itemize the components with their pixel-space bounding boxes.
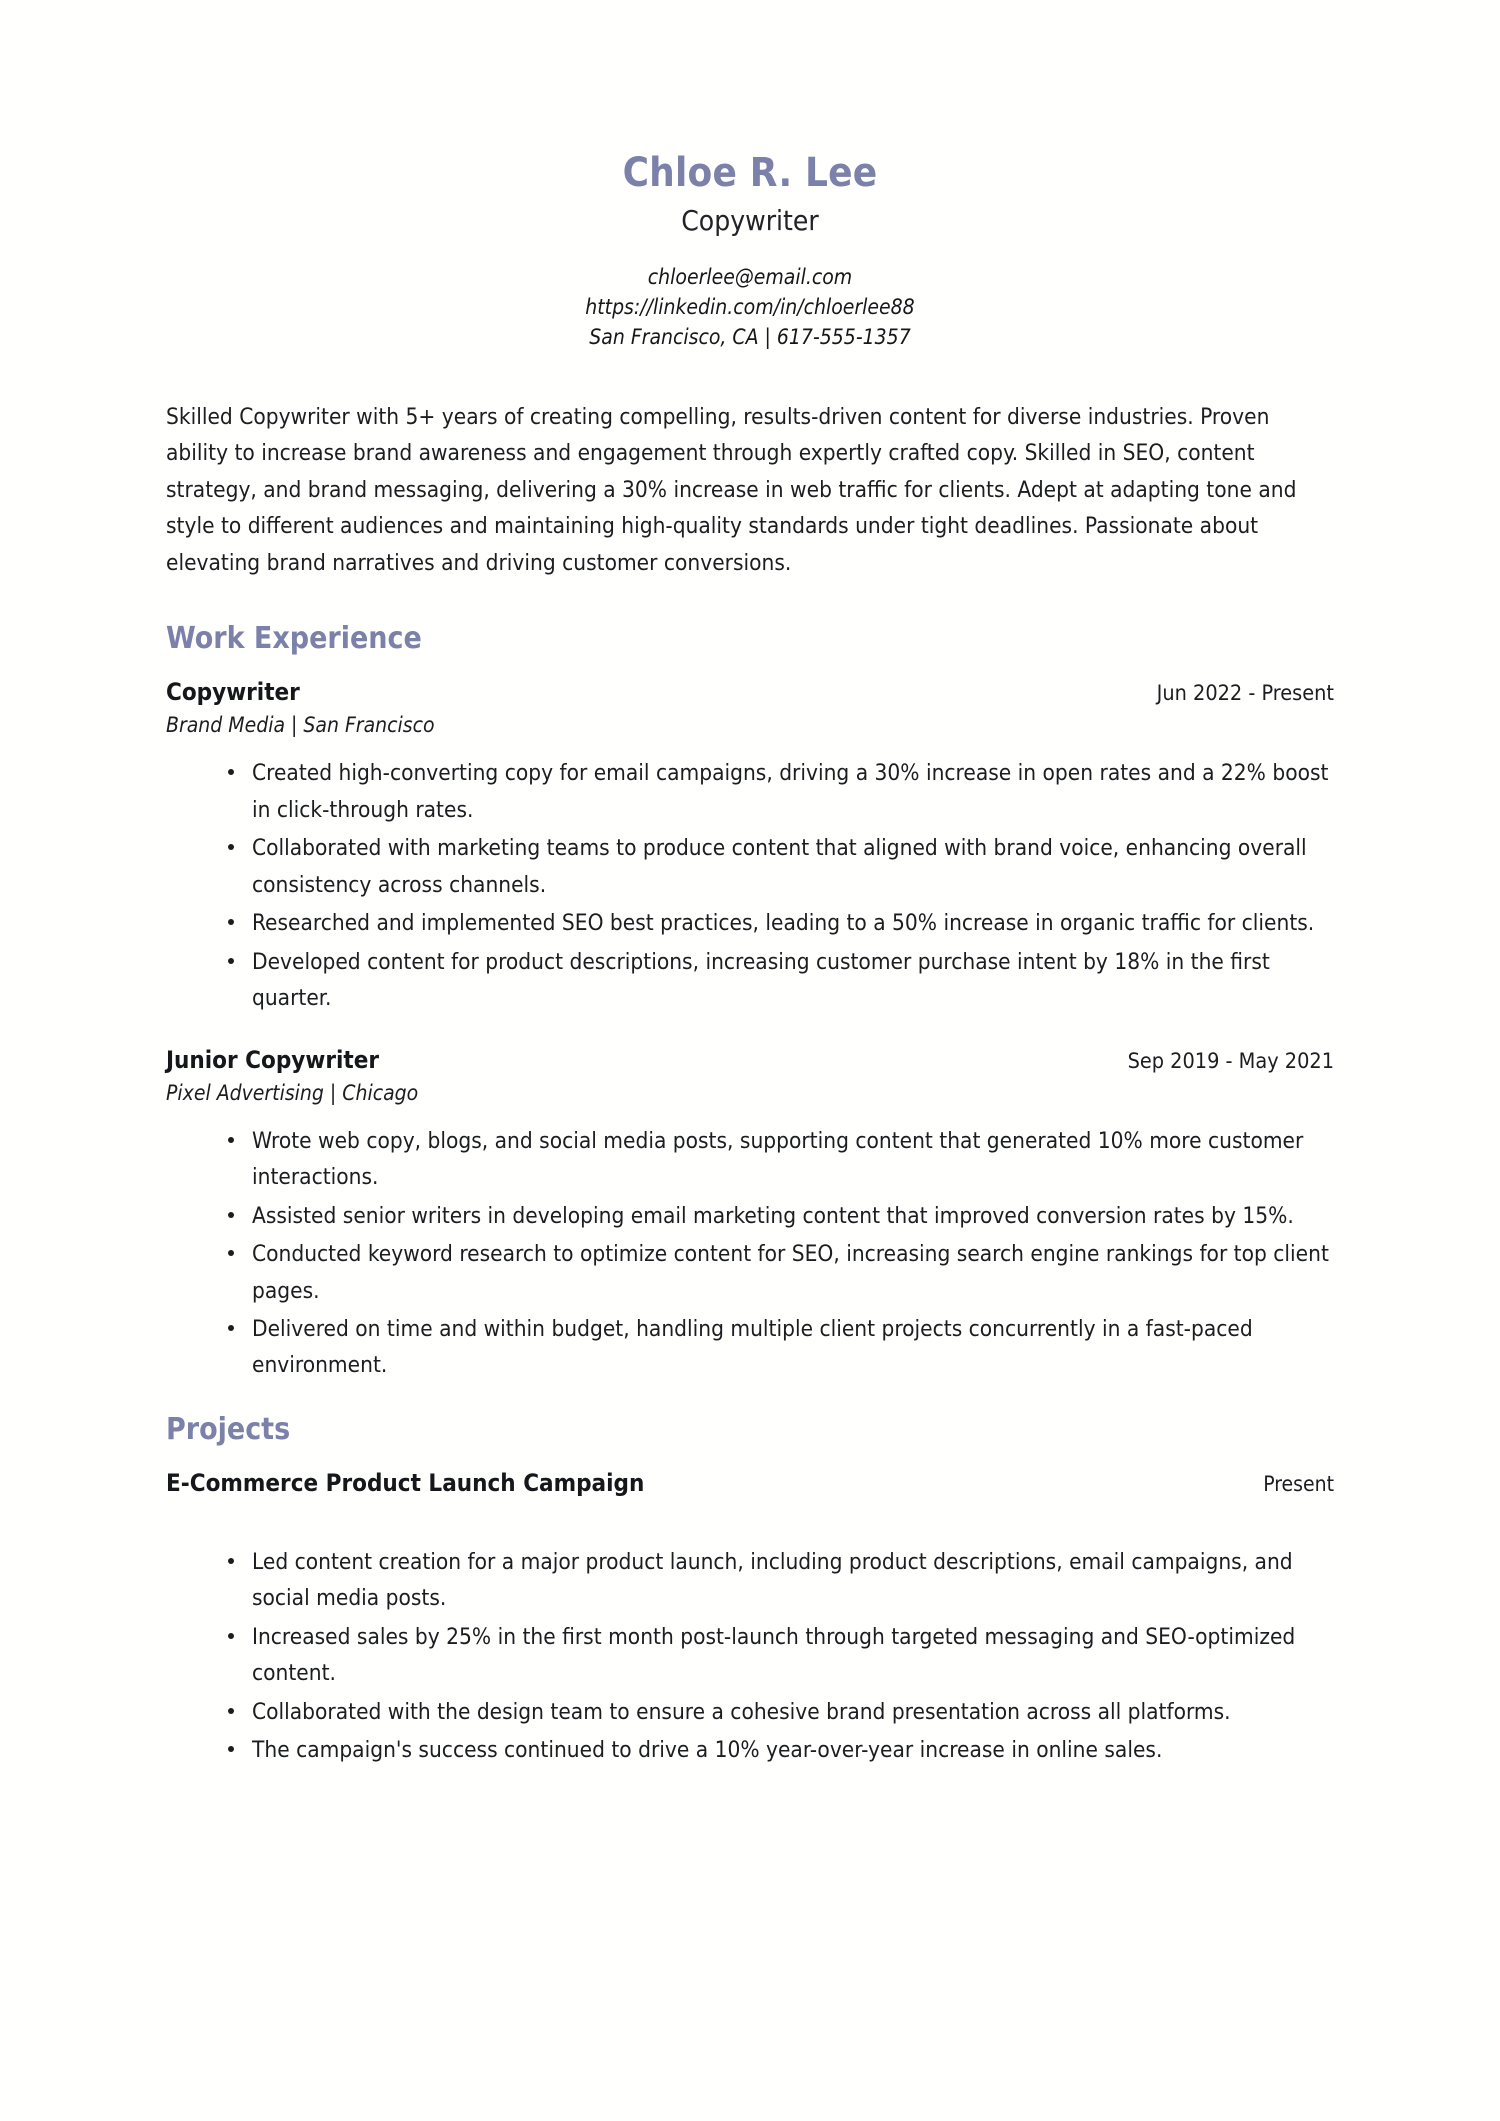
- bullet-item: Led content creation for a major product launch, including product descriptions, email campaigns, and social media posts.: [228, 1544, 1334, 1617]
- contact-location-phone: San Francisco, CA | 617-555-1357: [589, 325, 911, 350]
- project-entry-bullets: [166, 1544, 1334, 1769]
- section-projects: [160, 1412, 1340, 1769]
- work-entry-head: [166, 1045, 1334, 1107]
- bullet-item: Developed content for product descriptions, increasing customer purchase intent by 18% in the first quarter.: [228, 944, 1334, 1017]
- project-entry-headings: [166, 1468, 1239, 1498]
- project-entry-date: Present: [1263, 1471, 1334, 1496]
- candidate-name: Chloe R. Lee: [622, 150, 878, 196]
- work-entry: [160, 677, 1340, 1016]
- candidate-job-role: Copywriter: [681, 204, 819, 237]
- bullet-item: Wrote web copy, blogs, and social media posts, supporting content that generated 10% more customer interactions.: [228, 1123, 1334, 1196]
- work-entry-date: Jun 2022 - Present: [1156, 681, 1334, 707]
- work-entry-date: Sep 2019 - May 2021: [1127, 1048, 1334, 1074]
- work-entry: [160, 1045, 1340, 1384]
- bullet-item: The campaign's success continued to drive a 10% year-over-year increase in online sales.: [228, 1732, 1334, 1768]
- bullet-item: Researched and implemented SEO best practices, leading to a 50% increase in organic traffic for clients.: [228, 905, 1334, 941]
- work-entry-company: Pixel Advertising | Chicago: [166, 1080, 419, 1105]
- project-entry-head: [166, 1468, 1334, 1498]
- resume-header: [160, 150, 1340, 353]
- bullet-item: Collaborated with the design team to ensure a cohesive brand presentation across all platforms.: [228, 1694, 1334, 1730]
- project-entry: [160, 1468, 1340, 1769]
- contact-linkedin[interactable]: https://linkedin.com/in/chloerlee88: [585, 295, 915, 320]
- bullet-item: Created high-converting copy for email campaigns, driving a 30% increase in open rates and a 22% boost in click-through rates.: [228, 755, 1334, 828]
- bullet-item: Delivered on time and within budget, handling multiple client projects concurrently in a fast-paced environment.: [228, 1311, 1334, 1384]
- work-entry-headings: [166, 1045, 1104, 1107]
- section-work-experience: [160, 621, 1340, 1384]
- work-entry-company: Brand Media | San Francisco: [166, 713, 435, 738]
- bullet-item: Collaborated with marketing teams to produce content that aligned with brand voice, enhancing overall consistency across channels.: [228, 830, 1334, 903]
- project-entry-title: E-Commerce Product Launch Campaign: [166, 1468, 645, 1497]
- contact-email[interactable]: chloerlee@email.com: [647, 264, 853, 289]
- work-entry-head: [166, 677, 1334, 739]
- work-entry-bullets: [166, 1123, 1334, 1384]
- bullet-item: Assisted senior writers in developing email marketing content that improved conversion rates by 15%.: [228, 1198, 1334, 1234]
- work-entry-bullets: [166, 755, 1334, 1016]
- professional-summary: Skilled Copywriter with 5+ years of creating compelling, results-driven content for diverse industries. Proven ability to increase brand awareness and engagement through expertly crafted copy. Skilled in SEO, content strategy, and brand messaging, delivering a 30% increase in web traffic for clients. Adept at adapting tone and style to different audiences and maintaining high-quality standards under tight deadlines. Passionate about elevating brand narratives and driving customer conversions.: [166, 403, 1297, 576]
- bullet-item: Increased sales by 25% in the first month post-launch through targeted messaging and SEO-optimized content.: [228, 1619, 1334, 1692]
- work-entry-title: Junior Copywriter: [166, 1045, 379, 1074]
- work-entry-headings: [166, 677, 1133, 739]
- section-title-work-experience: Work Experience: [166, 621, 422, 657]
- work-entry-title: Copywriter: [166, 678, 300, 707]
- bullet-item: Conducted keyword research to optimize content for SEO, increasing search engine rankings for top client pages.: [228, 1236, 1334, 1309]
- resume-content: [160, 0, 1340, 1769]
- section-title-projects: Projects: [166, 1411, 291, 1447]
